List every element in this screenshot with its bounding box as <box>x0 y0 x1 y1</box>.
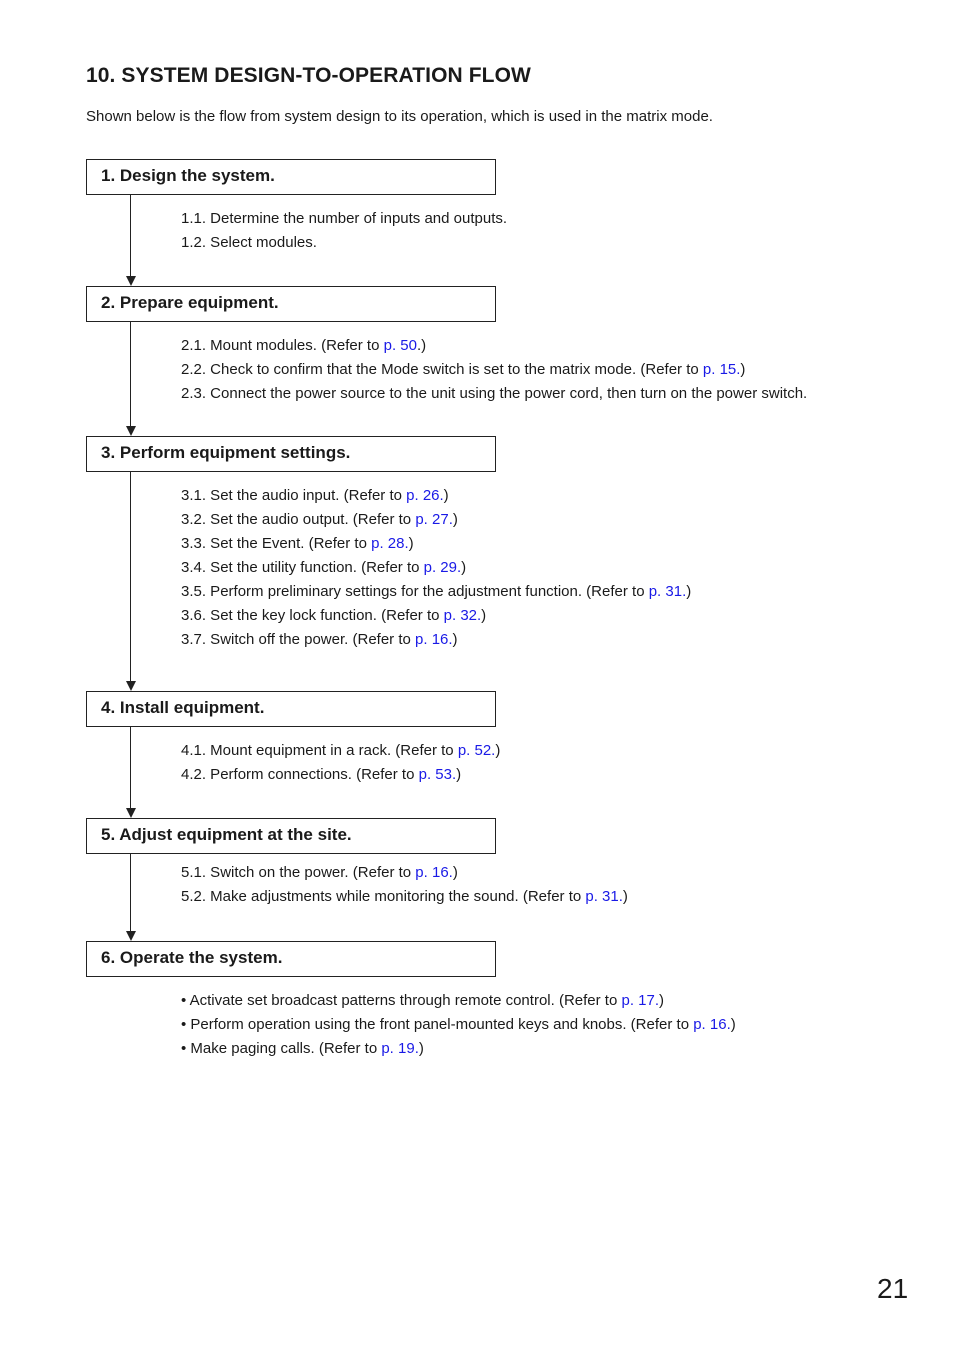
list-item: 3.6. Set the key lock function. (Refer to p. 32.) <box>181 607 487 624</box>
flow-arrow <box>125 322 137 436</box>
step-heading: 5. Adjust equipment at the site. <box>101 825 352 844</box>
list-item: 3.1. Set the audio input. (Refer to p. 26.) <box>181 487 449 504</box>
list-item: • Make paging calls. (Refer to p. 19.) <box>181 1040 424 1057</box>
list-item: 4.1. Mount equipment in a rack. (Refer to p. 52.) <box>181 742 501 759</box>
step-5-list <box>181 862 628 910</box>
list-item: 5.1. Switch on the power. (Refer to p. 16.) <box>181 864 458 881</box>
flow-arrow <box>125 195 137 286</box>
page-reference-link[interactable]: p. 31. <box>648 583 687 600</box>
list-item: • Perform operation using the front panel-mounted keys and knobs. (Refer to p. 16.) <box>181 1016 736 1033</box>
page-reference-link[interactable]: p. 31. <box>585 888 623 905</box>
list-item: 3.2. Set the audio output. (Refer to p. 27.) <box>181 511 458 528</box>
page-reference-link[interactable]: p. 27. <box>415 511 453 528</box>
step-box-install <box>86 691 496 727</box>
list-item: 3.4. Set the utility function. (Refer to p. 29.) <box>181 559 467 576</box>
page-reference-link[interactable]: p. 15. <box>702 361 741 378</box>
step-2-list <box>181 335 807 407</box>
list-item: 5.2. Make adjustments while monitoring the sound. (Refer to p. 31.) <box>181 888 628 905</box>
step-box-settings <box>86 436 496 472</box>
step-heading: 3. Perform equipment settings. <box>101 443 351 462</box>
step-4-list <box>181 740 500 788</box>
page-reference-link[interactable]: p. 17. <box>621 992 660 1009</box>
step-box-prepare <box>86 286 496 322</box>
step-box-design <box>86 159 496 195</box>
step-1-list <box>181 208 507 256</box>
flow-arrow <box>125 472 137 691</box>
page-reference-link[interactable]: p. 29. <box>423 559 462 576</box>
page-reference-link[interactable]: p. 19. <box>381 1040 419 1057</box>
page-number: 21 <box>877 1273 909 1304</box>
step-heading: 1. Design the system. <box>101 166 275 185</box>
step-6-list <box>181 990 736 1062</box>
page-reference-link[interactable]: p. 53. <box>418 766 457 783</box>
list-item: 2.1. Mount modules. (Refer to p. 50.) <box>181 337 427 354</box>
list-item: 3.3. Set the Event. (Refer to p. 28.) <box>181 535 414 552</box>
step-heading: 2. Prepare equipment. <box>101 293 279 312</box>
page-reference-link[interactable]: p. 26. <box>406 487 444 504</box>
list-item: 2.3. Connect the power source to the unit using the power cord, then turn on the power switch. <box>181 385 808 402</box>
page-reference-link[interactable]: p. 16. <box>415 631 453 648</box>
step-box-adjust <box>86 818 496 854</box>
step-heading: 6. Operate the system. <box>101 948 283 967</box>
page-reference-link[interactable]: p. 52. <box>457 742 496 759</box>
list-item: 1.1. Determine the number of inputs and outputs. <box>181 210 508 227</box>
list-item: 2.2. Check to confirm that the Mode switch is set to the matrix mode. (Refer to p. 15.) <box>181 361 746 378</box>
list-item: 3.5. Perform preliminary settings for the adjustment function. (Refer to p. 31.) <box>181 583 692 600</box>
step-3-list <box>181 485 691 653</box>
step-box-operate <box>86 941 496 977</box>
list-item: 4.2. Perform connections. (Refer to p. 53.) <box>181 766 462 783</box>
page-reference-link[interactable]: p. 28. <box>371 535 409 552</box>
list-item: 1.2. Select modules. <box>181 234 317 251</box>
list-item: • Activate set broadcast patterns through remote control. (Refer to p. 17.) <box>181 992 665 1009</box>
step-heading: 4. Install equipment. <box>101 698 265 717</box>
section-title: 10. SYSTEM DESIGN-TO-OPERATION FLOW <box>86 64 531 87</box>
intro-text: Shown below is the flow from system design to its operation, which is used in the matrix mode. <box>86 108 713 125</box>
page-reference-link[interactable]: p. 16. <box>693 1016 731 1033</box>
page-reference-link[interactable]: p. 50 <box>383 337 417 354</box>
page-reference-link[interactable]: p. 16. <box>415 864 453 881</box>
flow-arrow <box>125 854 137 941</box>
page-reference-link[interactable]: p. 32. <box>443 607 482 624</box>
list-item: 3.7. Switch off the power. (Refer to p. 16.) <box>181 631 458 648</box>
flow-arrow <box>125 727 137 818</box>
